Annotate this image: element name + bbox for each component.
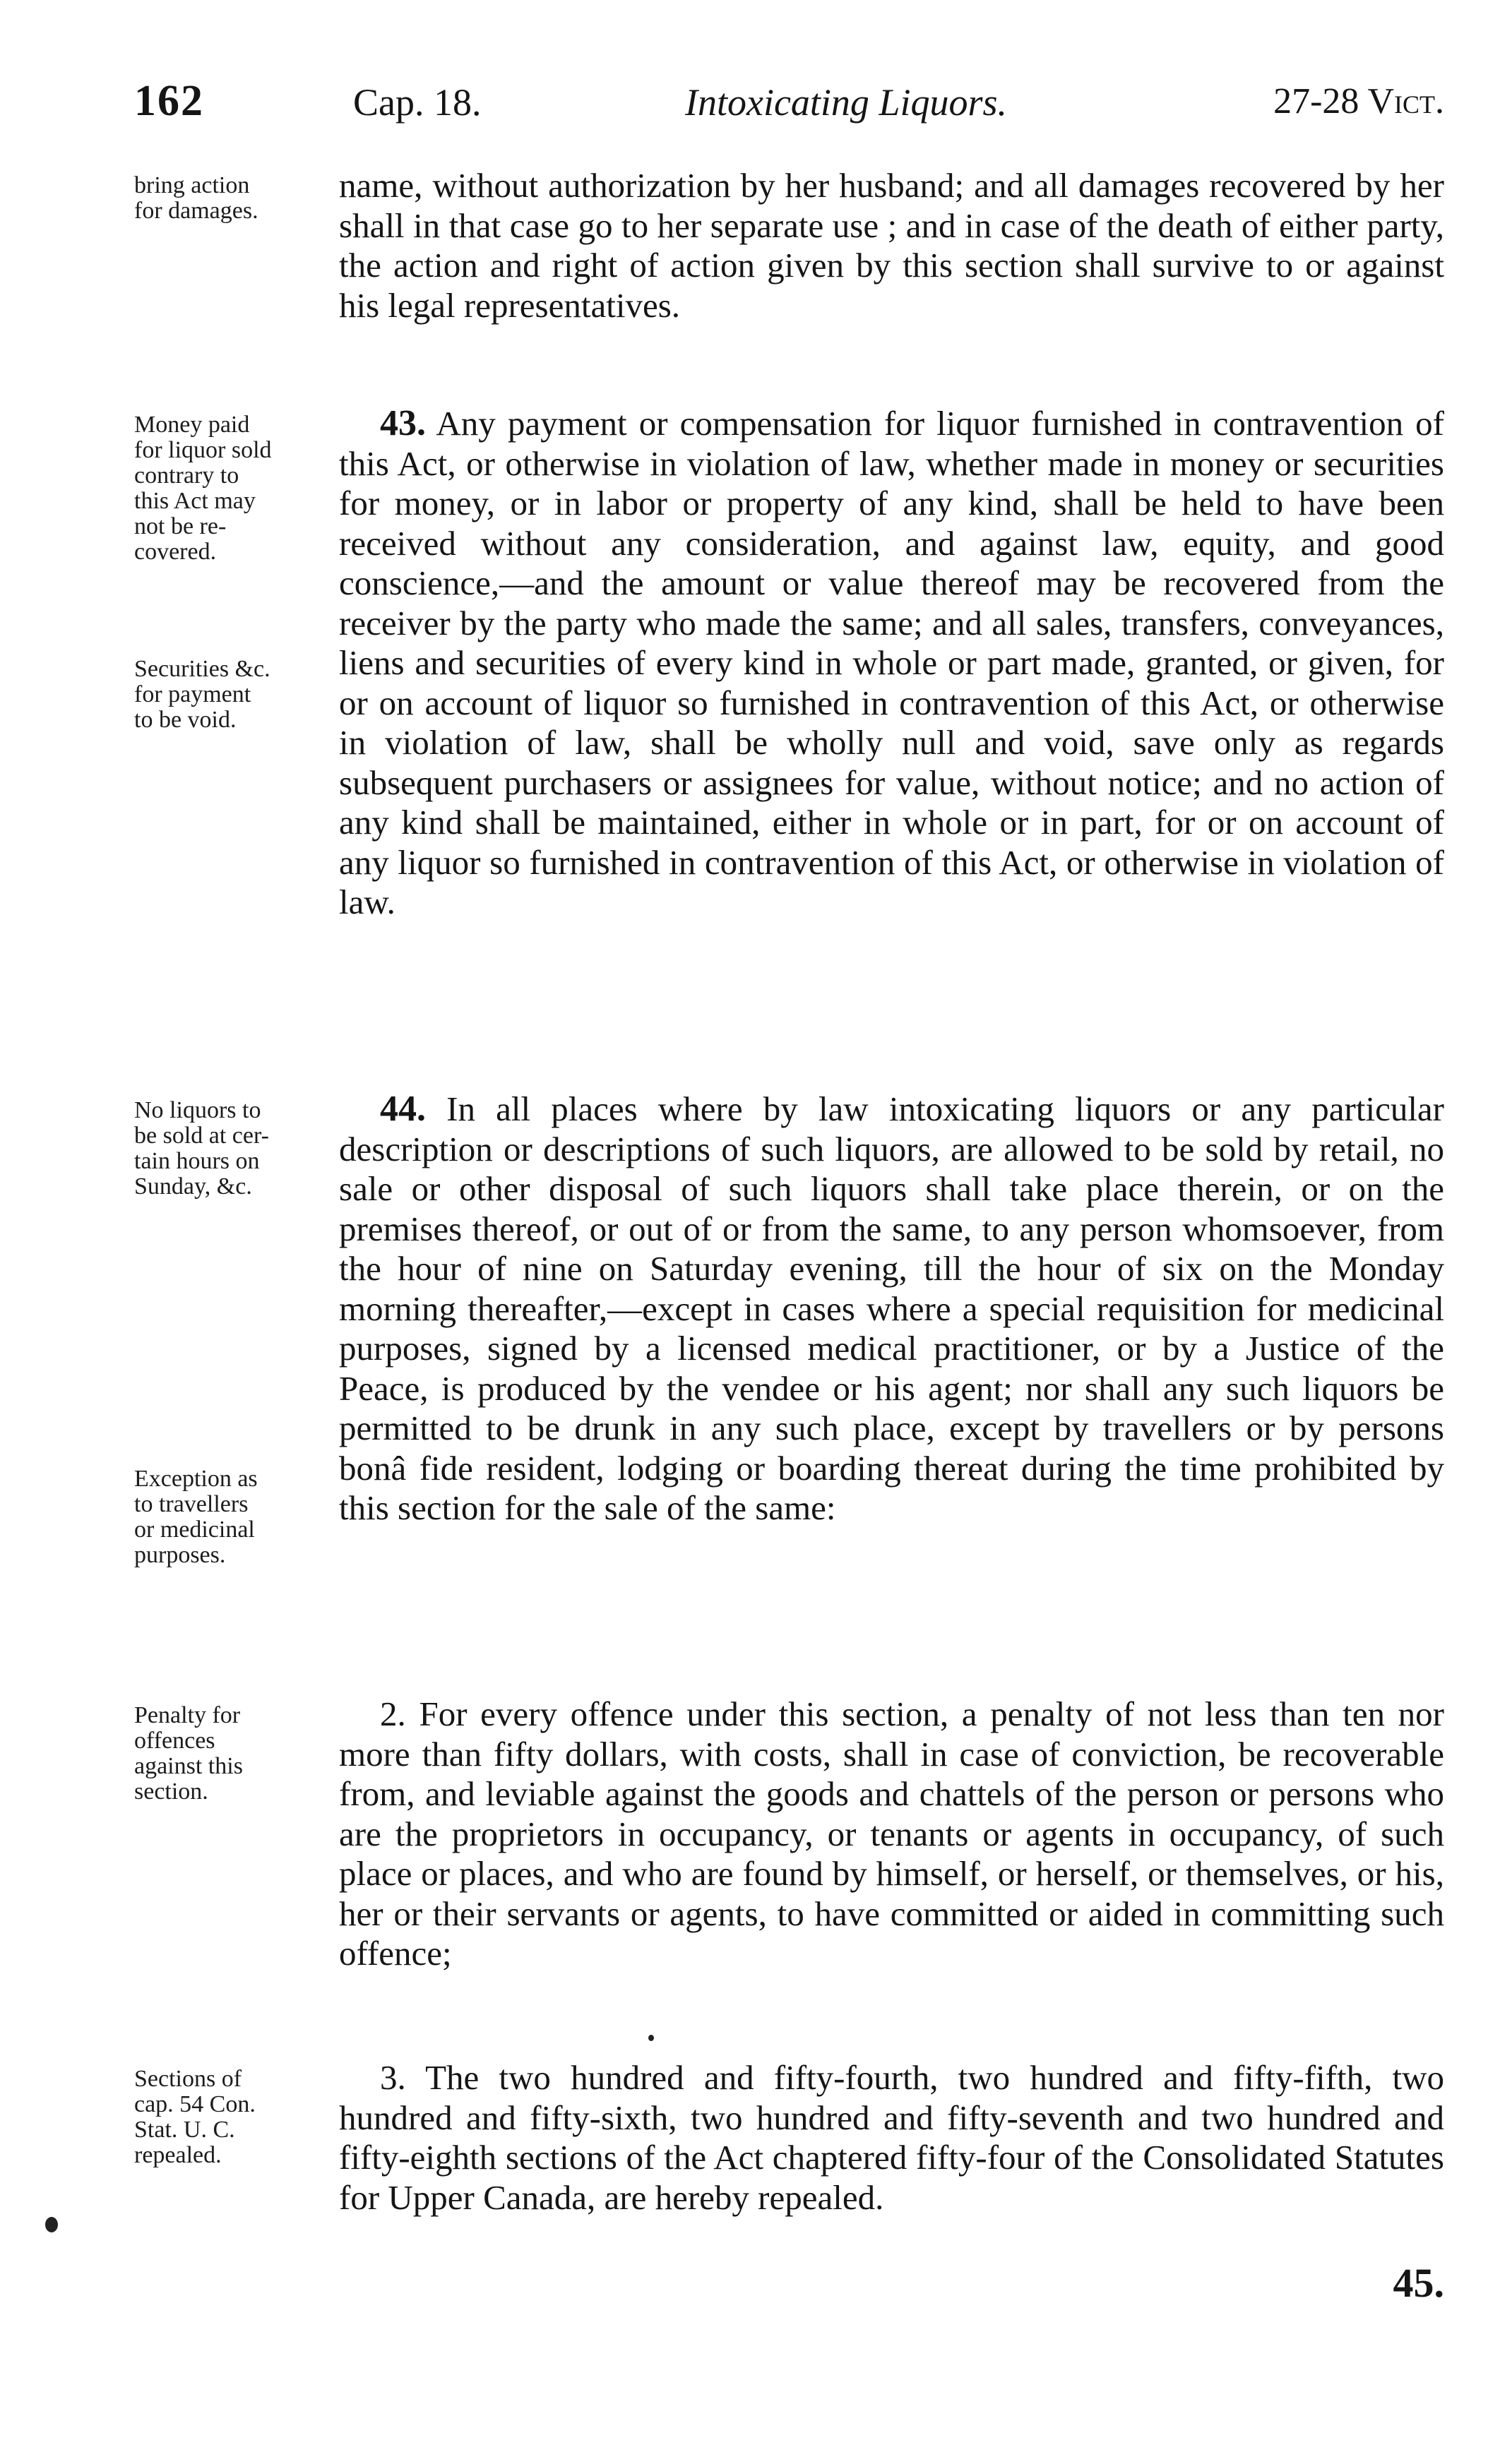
running-header xyxy=(134,76,1444,133)
marginal-note: No liquors to be sold at cer- tain hours on Sunday, &c. xyxy=(134,1097,269,1200)
section-body xyxy=(339,404,1444,923)
catchword: 45. xyxy=(1393,2260,1444,2306)
marginal-note: Sections of cap. 54 Con. Stat. U. C. repealed. xyxy=(134,2066,256,2168)
section-number: 43. xyxy=(380,403,426,443)
section-text: In all places where by law intoxicating liquors or any particular description or descriptions of such liquors, are allowed to be sold by retail, no sale or other disposal of such liquors shall take place therein, or on the premises thereof, or out of or from the same, to any person whomsoever, from the hour of nine on Saturday evening, till the hour of six on the Monday morning thereafter,—except in cases where a special requisition for medicinal purposes, signed by a licensed medical practitioner, or by a Justice of the Peace, is produced by the vendee or his agent; nor shall any such liquors be permitted to be drunk in any such place, except by travellers or by persons bonâ fide resident, lodging or boarding thereat during the time prohibited by this section for the sale of the same: xyxy=(339,1089,1445,1527)
section-body xyxy=(339,1694,1444,1974)
section-43 xyxy=(134,404,1444,1053)
chapter-label: Cap. 18. xyxy=(353,81,482,124)
marginal-note: Penalty for offences against this section. xyxy=(134,1702,243,1805)
section-text: For every offence under this section, a penalty of not less than ten nor more than fifty dollars, with costs, shall in case of conviction, be recoverable from, and leviable against the goods and chattels of the person or persons who are the proprietors in occupancy, or tenants or agents in occupancy, of such place or places, and who are found by himself, or herself, or themselves, or his, her or their servants or agents, to have committed or aided in committing such offence; xyxy=(339,1694,1445,1973)
marginal-note: bring action for damages. xyxy=(134,172,258,224)
marginal-note-secondary: Securities &c. for payment to be void. xyxy=(134,656,270,733)
ink-speck xyxy=(45,2217,58,2232)
section-text: Any payment or compensation for liquor furnished in contravention of this Act, or otherwise in violation of law, whether made in money or securities for money, or in labor or property of any kind, shall be held to have been received without any consideration, and against law, equity, and good conscience,—and the amount or value thereof may be recovered from the receiver by the party who made the same; and all sales, transfers, conveyances, liens and securities of every kind in whole or part made, granted, or given, for or on account of liquor so furnished in contravention of this Act, or otherwise in violation of law, shall be wholly null and void, save only as regards subsequent purchasers or assignees for value, without notice; and no action of any kind shall be maintained, either in whole or in part, for or on account of any liquor so furnished in contravention of this Act, or otherwise in violation of law. xyxy=(339,404,1444,921)
running-title: Intoxicating Liquors. xyxy=(685,81,1007,124)
section-body xyxy=(339,2058,1444,2218)
section-44 xyxy=(134,1089,1444,1668)
section-text: The two hundred and fifty-fourth, two hundred and fifty-fifth, two hundred and fifty-sixth, two hundred and fifty-seventh and two hundred and fifty-eighth sections of the Act chaptered fifty-four of the Consolidated Statutes for Upper Canada, are hereby repealed. xyxy=(339,2058,1445,2217)
continuation-paragraph xyxy=(134,166,1444,378)
section-number: 2. xyxy=(380,1694,406,1733)
page-number: 162 xyxy=(134,77,204,125)
ink-speck xyxy=(648,2035,654,2041)
section-number: 44. xyxy=(380,1089,426,1129)
paragraph-text: name, without authorization by her husband; and all damages recovered by her shall in that case go to her separate use ; and in case of the death of either party, the action and right of action given by this section shall survive to or against his legal representatives. xyxy=(339,166,1444,325)
marginal-note: Money paid for liquor sold contrary to this Act may not be re- covered. xyxy=(134,412,272,565)
marginal-note-secondary: Exception as to travellers or medicinal purposes. xyxy=(134,1466,258,1568)
section-number: 3. xyxy=(380,2058,406,2097)
regnal-year: 27-28 Vict. xyxy=(1273,81,1444,121)
section-body xyxy=(339,1089,1444,1529)
subsection-2 xyxy=(134,1694,1444,2033)
subsection-3 xyxy=(134,2058,1444,2270)
